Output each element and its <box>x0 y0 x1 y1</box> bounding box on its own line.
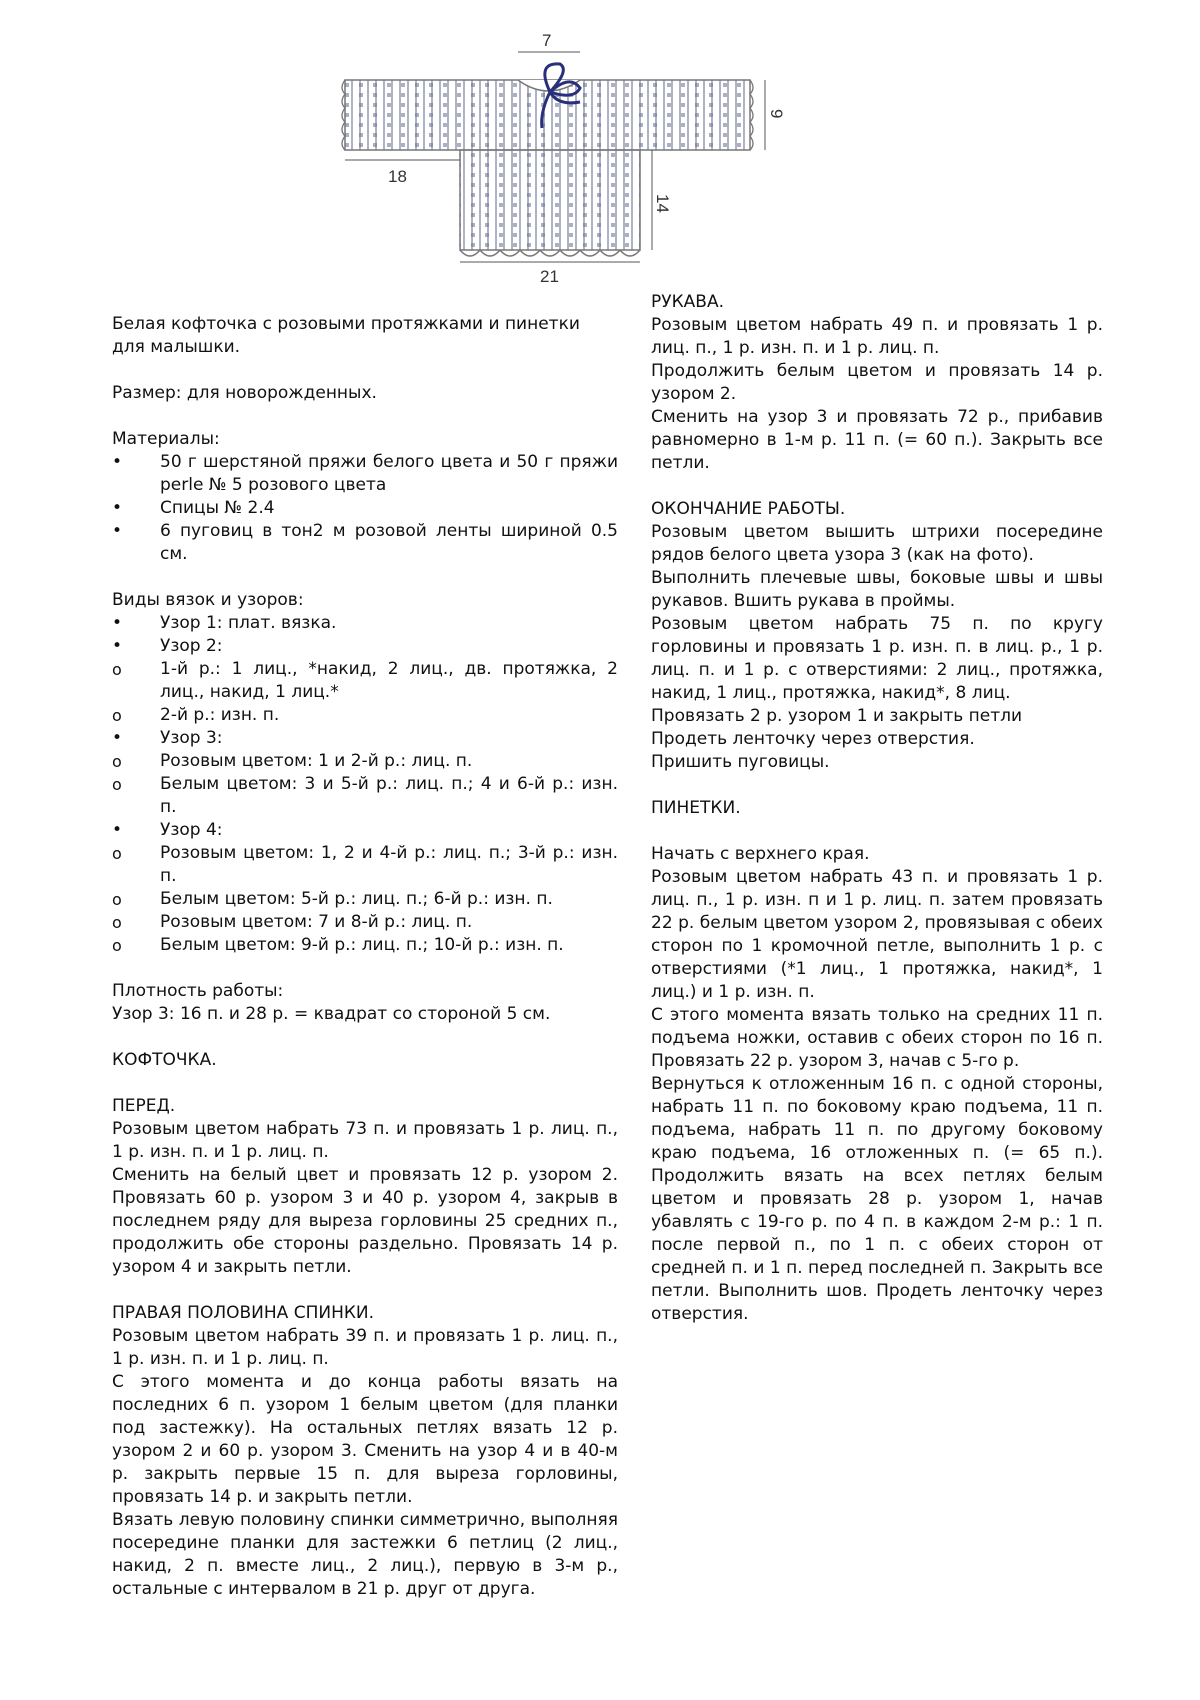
finish-paragraph: Продеть ленточку через отверстия. <box>651 729 975 749</box>
finish-paragraph: Провязать 2 р. узором 1 и закрыть петли <box>651 706 1023 726</box>
booties-paragraph: С этого момента вязать только на средних 11 п. подъема ножки, оставив с обеих сторон по 16 п. Провязать 22 р. узором 3, начав с 5-го р. <box>651 1005 1103 1071</box>
list-item: • Спицы № 2.4 <box>112 498 275 518</box>
front-paragraph: Сменить на белый цвет и провязать 12 р. узором 2. Провязать 60 р. узором 3 и 40 р. узором 4, закрыв в последнем ряду для выреза горловины 25 средних п., продолжить обе стороны раздельно. Провязать 14 р. узором 4 и закрыть петли. <box>112 1165 618 1277</box>
front-paragraph: Розовым цветом набрать 73 п. и провязать 1 р. лиц. п., 1 р. изн. п. и 1 р. лиц. п. <box>112 1119 618 1162</box>
size-text: Размер: для новорожденных. <box>112 383 377 403</box>
pattern-list-item: o Белым цветом: 5-й р.: лиц. п.; 6-й р.: изн. п. <box>112 889 553 909</box>
sleeves-paragraph: Розовым цветом набрать 49 п. и провязать 1 р. лиц. п., 1 р. изн. п. и 1 р. лиц. п. <box>651 315 1103 358</box>
sleeves-heading: РУКАВА. <box>651 292 725 312</box>
patterns-heading: Виды вязок и узоров: <box>112 590 304 610</box>
booties-start: Начать с верхнего края. <box>651 844 870 864</box>
materials-heading: Материалы: <box>112 429 220 449</box>
booties-paragraph: Розовым цветом набрать 43 п. и провязать 1 р. лиц. п., 1 р. изн. п и 1 р. лиц. п. затем провязать 22 р. белым цветом узором 2, провязывая с обеих сторон по 1 кромочной петле, выполнить 1 р. с отверстиями (*1 лиц., 1 протяжка, накид*, 1 лиц.) и 1 р. изн. п. <box>651 867 1103 1002</box>
pattern-list-item: • Узор 3: <box>112 728 223 748</box>
pattern-list-item: o Розовым цветом: 1, 2 и 4-й р.: лиц. п.; 3-й р.: изн. п. <box>112 843 618 886</box>
finish-paragraph: Пришить пуговицы. <box>651 752 830 772</box>
dim-neck: 7 <box>542 31 552 50</box>
dim-body-width: 21 <box>540 267 559 286</box>
back-paragraph: С этого момента и до конца работы вязать на последних 6 п. узором 1 белым цветом (для планки под застежку). На остальных петлях вязать 12 р. узором 2 и 60 р. узором 3. Сменить на узор 4 и в 40-м р. закрыть первые 15 п. для выреза горловины, провязать 14 р. и закрыть петли. <box>112 1372 618 1507</box>
pattern-list-item: • Узор 2: <box>112 636 223 656</box>
pattern-list-item: • Узор 4: <box>112 820 223 840</box>
sleeves-paragraph: Продолжить белым цветом и провязать 14 р. узором 2. <box>651 361 1103 404</box>
sleeves-paragraph: Сменить на узор 3 и провязать 72 р., прибавив равномерно в 1-м р. 11 п. (= 60 п.). Закрыть все петли. <box>651 407 1103 473</box>
right-column <box>651 291 1103 1326</box>
finish-paragraph: Розовым цветом вышить штрихи посередине рядов белого цвета узора 3 (как на фото). <box>651 522 1103 565</box>
scalloped-hem <box>460 250 640 256</box>
dim-body-height: 14 <box>653 194 672 213</box>
pattern-list-item: o Белым цветом: 9-й р.: лиц. п.; 10-й р.: изн. п. <box>112 935 564 955</box>
garment-schematic <box>340 20 860 290</box>
dim-sleeve-length: 18 <box>388 167 407 186</box>
back-paragraph: Вязать левую половину спинки симметрично, выполняя посередине планки для застежки 6 петлиц (2 лиц., накид, 2 п. вместе лиц., 2 лиц.), первую в 3-м р., остальные с интервалом в 21 р. друг от друга. <box>112 1510 618 1599</box>
patterns-list <box>112 612 618 957</box>
booties-heading: ПИНЕТКИ. <box>651 798 741 818</box>
pattern-list-item: o Розовым цветом: 7 и 8-й р.: лиц. п. <box>112 912 473 932</box>
jacket-heading: КОФТОЧКА. <box>112 1050 217 1070</box>
list-item: • 50 г шерстяной пряжи белого цвета и 50 г пряжи perle № 5 розового цвета <box>112 452 618 495</box>
pattern-list-item: o Розовым цветом: 1 и 2-й р.: лиц. п. <box>112 751 473 771</box>
left-column <box>112 313 618 1601</box>
pattern-list-item: • Узор 1: плат. вязка. <box>112 613 337 633</box>
pattern-list-item: o 1-й р.: 1 лиц., *накид, 2 лиц., дв. протяжка, 2 лиц., накид, 1 лиц.* <box>112 659 618 702</box>
density-text: Узор 3: 16 п. и 28 р. = квадрат со стороной 5 см. <box>112 1004 551 1024</box>
dim-sleeve-height: 9 <box>767 109 786 119</box>
front-heading: ПЕРЕД. <box>112 1096 176 1116</box>
booties-paragraph: Вернуться к отложенным 16 п. с одной стороны, набрать 11 п. по боковому краю подъема, 11 п. подъема, набрать 11 п. по другому боковому краю подъема, 16 отложенных п. (= 65 п.). Продолжить вязать на всех петлях белым цветом и провязать 28 р. узором 1, начав убавлять с 19-го р. по 4 п. в каждом 2-м р.: 1 п. после первой п., по 1 п. с обеих сторон от средней п. и 1 п. перед последней п. Закрыть все петли. Выполнить шов. Продеть ленточку через отверстия. <box>651 1074 1103 1324</box>
density-heading: Плотность работы: <box>112 981 284 1001</box>
doc-title-line2: для малышки. <box>112 337 241 357</box>
pattern-list-item: o 2-й р.: изн. п. <box>112 705 280 725</box>
finish-heading: ОКОНЧАНИЕ РАБОТЫ. <box>651 499 846 519</box>
finish-paragraph: Выполнить плечевые швы, боковые швы и швы рукавов. Вшить рукава в проймы. <box>651 568 1103 611</box>
list-item: • 6 пуговиц в тон2 м розовой ленты шириной 0.5 см. <box>112 521 618 564</box>
finish-paragraph: Розовым цветом набрать 75 п. по кругу горловины и провязать 1 р. изн. п. в лиц. р., 1 р. лиц. п. и 1 р. с отверстиями: 2 лиц., протяжка, накид, 1 лиц., протяжка, накид*, 8 лиц. <box>651 614 1103 703</box>
pattern-list-item: o Белым цветом: 3 и 5-й р.: лиц. п.; 4 и 6-й р.: изн. п. <box>112 774 618 817</box>
doc-title-line1: Белая кофточка с розовыми протяжками и пинетки <box>112 314 580 334</box>
back-heading: ПРАВАЯ ПОЛОВИНА СПИНКИ. <box>112 1303 375 1323</box>
back-paragraph: Розовым цветом набрать 39 п. и провязать 1 р. лиц. п., 1 р. изн. п. и 1 р. лиц. п. <box>112 1326 618 1369</box>
